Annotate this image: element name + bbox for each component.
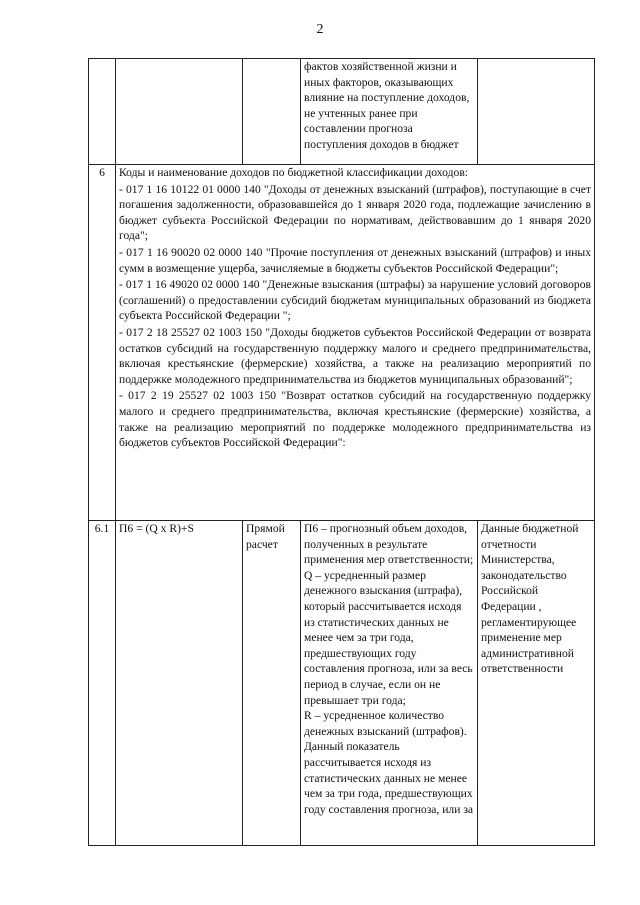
page-number: 2 <box>316 22 324 37</box>
row-number: 6.1 <box>89 521 116 846</box>
table-cell-description: фактов хозяйственной жизни и иных факторов, оказывающих влияние на поступление доходов, не учтенных ранее при составлении прогноза поступления доходов в бюджет <box>301 59 478 165</box>
income-codes-header: Коды и наименование доходов по бюджетной классификации доходов: <box>119 166 469 179</box>
method-cell: Прямой расчет <box>243 521 301 846</box>
income-codes-cell <box>116 165 595 521</box>
table-row <box>89 59 595 165</box>
table-row <box>89 165 595 521</box>
table-cell <box>478 59 595 165</box>
description-line: Q – усредненный размер денежного взыскания (штрафа), который рассчитывается исходя из статистических данных не менее чем за три года, предшествующих году составления прогноза, или за весь период в случае, если он не превышает три года; <box>304 568 473 707</box>
source-cell: Данные бюджетной отчетности Министерства, законодательство Российской Федерации , регламентирующее применение мер административной ответственности <box>478 521 595 846</box>
income-code-item: - 017 1 16 10122 01 0000 140 "Доходы от денежных взысканий (штрафов), поступающие в счет погашения задолженности, образовавшейся до 1 января 2020 года, подлежащие зачислению в бюджет субъекта Российской Федерации по нормативам, действовавшим до 1 января 2020 года"; <box>119 182 591 243</box>
description-cell <box>301 521 478 846</box>
description-line: П6 – прогнозный объем доходов, полученных в результате применения мер ответственности; <box>304 522 474 567</box>
table-row <box>89 521 595 846</box>
income-code-item: - 017 2 18 25527 02 1003 150 "Доходы бюджетов субъектов Российской Федерации от возврата остатков субсидий на государственную поддержку малого и среднего предпринимательства, включая крестьянские (фермерские) хозяйства, а также на реализацию мероприятий по поддержке молодежного предпринимательства из бюджетов муниципальных образований"; <box>119 325 591 386</box>
income-code-item: - 017 2 19 25527 02 1003 150 "Возврат остатков субсидий на государственную поддержку малого и среднего предпринимательства, включая крестьянские (фермерские) хозяйства, а также на реализацию мероприятий по поддержке молодежного предпринимательства из бюджетов субъектов Российской Федерации": <box>119 389 591 450</box>
row-number: 6 <box>89 165 116 521</box>
table-cell <box>116 59 243 165</box>
table-cell <box>89 59 116 165</box>
income-code-item: - 017 1 16 49020 02 0000 140 "Денежные взыскания (штрафы) за нарушение условий договоров (соглашений) о предоставлении субсидий бюджетам муниципальных образований из бюджета субъекта Российской Федерации "; <box>119 278 591 323</box>
methodology-table <box>88 58 595 846</box>
table-cell <box>243 59 301 165</box>
formula-cell: П6 = (Q x R)+S <box>116 521 243 846</box>
description-line: R – усредненное количество денежных взысканий (штрафов). Данный показатель рассчитывается исходя из статистических данных не менее чем за три года, предшествующих году составления прогноза, или за <box>304 709 474 816</box>
income-code-item: - 017 1 16 90020 02 0000 140 "Прочие поступления от денежных взысканий (штрафов) и иных сумм в возмещение ущерба, зачисляемые в бюджеты субъектов Российской Федерации"; <box>119 245 591 275</box>
